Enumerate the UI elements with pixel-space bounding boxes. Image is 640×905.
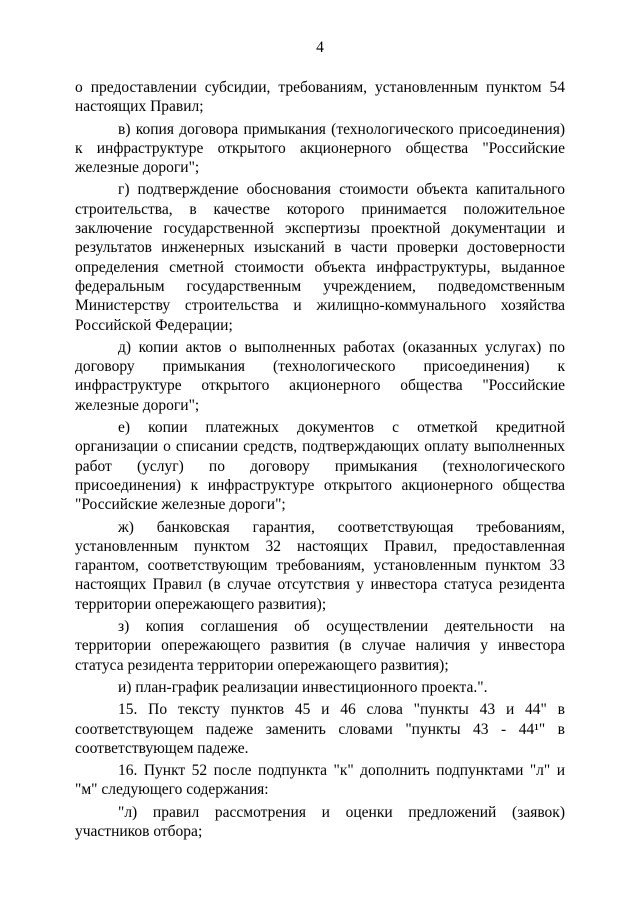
document-body xyxy=(75,78,565,844)
paragraph-item-z: з) копия соглашения об осуществлении деятельности на территории опережающего развития (в случае наличия у инвестора статуса резидента территории опережающего развития); xyxy=(75,618,565,674)
paragraph-item-v: в) копия договора примыкания (технологического присоединения) к инфраструктуре открытого акционерного общества "Российские железные дороги"; xyxy=(75,120,565,177)
paragraph-item-l: "л) правил рассмотрения и оценки предложений (заявок) участников отбора; xyxy=(75,803,565,840)
paragraph-item-d: д) копии актов о выполненных работах (оказанных услугах) по договору примыкания (технологического присоединения) к инфраструктуре открытого акционерного общества "Российские железные дороги"; xyxy=(75,338,565,414)
paragraph-item-i: и) план-график реализации инвестиционного проекта.". xyxy=(118,678,488,696)
paragraph-point-16: 16. Пункт 52 после подпункта "к" дополнить подпунктами "л" и "м" следующего содержания: xyxy=(75,762,565,799)
paragraph-point-15: 15. По тексту пунктов 45 и 46 слова "пункты 43 и 44" в соответствующем падеже заменить словами "пункты 43 - 44¹" в соответствующем падеже. xyxy=(75,701,565,757)
paragraph-continuation: о предоставлении субсидии, требованиям, установленным пунктом 54 настоящих Правил; xyxy=(75,79,565,116)
paragraph-item-zh: ж) банковская гарантия, соответствующая требованиям, установленным пунктом 32 настоящих Правил, предоставленная гарантом, соответствующим требованиям, установленным пунктом 33 настоящих Правил (в случае отсутствия у инвестора статуса резидента территории опережающего развития); xyxy=(75,518,565,613)
page-number: 4 xyxy=(316,39,324,56)
paragraph-item-g: г) подтверждение обоснования стоимости объекта капитального строительства, в качестве которого принимается положительное заключение государственной экспертизы проектной документации и результатов инженерных изысканий в части проверки достоверности определения сметной стоимости объекта инфраструктуры, выданное федеральным государственным учреждением, подведомственным Министерству строительства и жилищно-коммунального хозяйства Российской Федерации; xyxy=(75,181,565,334)
paragraph-item-e: е) копии платежных документов с отметкой кредитной организации о списании средств, подтверждающих оплату выполненных работ (услуг) по договору примыкания (технологического присоединения) к инфраструктуре открытого акционерного общества "Российские железные дороги"; xyxy=(75,419,565,514)
